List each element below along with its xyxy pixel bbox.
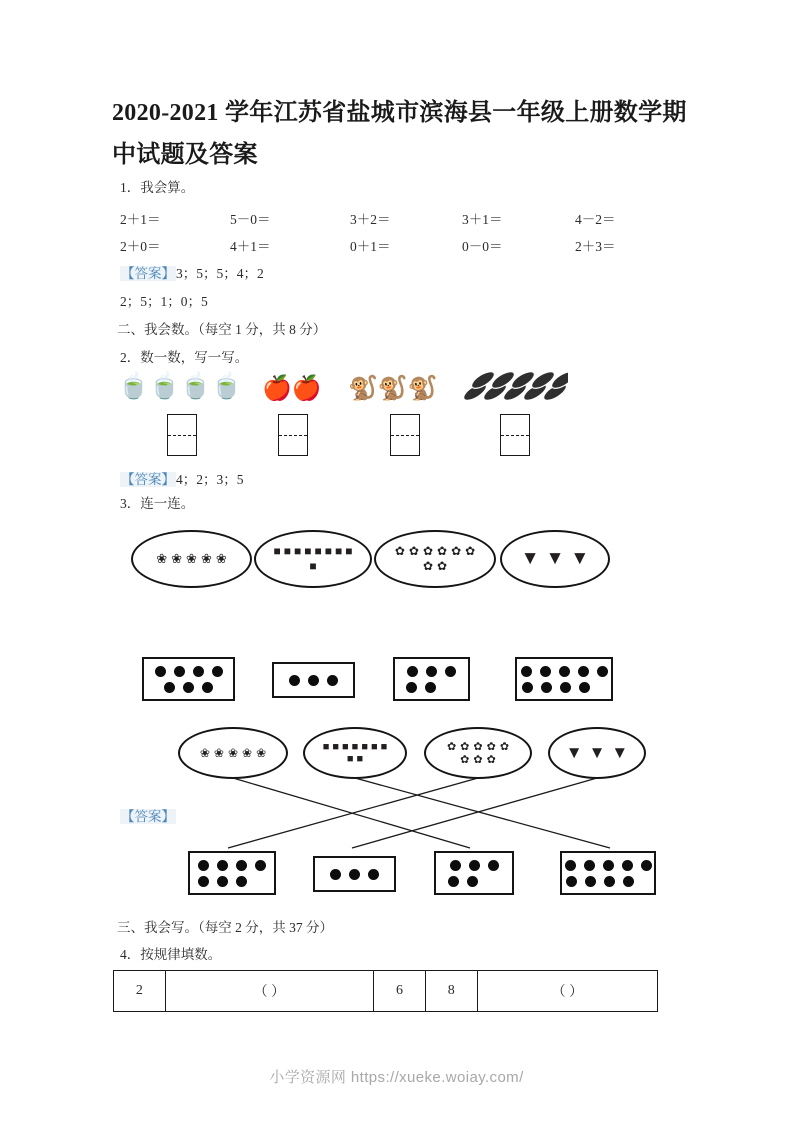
flower-icon: ✿: [460, 754, 470, 766]
boot-icon: ■: [283, 544, 291, 558]
pattern-cell-5[interactable]: （ ）: [551, 985, 584, 1000]
pattern-cell-3: 6: [374, 971, 426, 1011]
card-row: [194, 873, 251, 889]
dot: [349, 869, 360, 880]
butterfly-icon: ❀: [171, 551, 183, 566]
butterfly-icon: ❀: [256, 745, 267, 760]
dot: [469, 860, 480, 871]
answer-box-cups[interactable]: [167, 414, 197, 456]
dot: [467, 876, 478, 887]
dot: [193, 666, 204, 677]
boot-icon: ■: [322, 741, 330, 753]
q4-label: 4．按规律填数。: [120, 947, 222, 962]
dot: [198, 876, 209, 887]
boot-icon: ■: [342, 741, 349, 753]
boot-icon: ■: [314, 544, 322, 558]
match-line-boots-to-9: [355, 778, 610, 848]
card-row: [403, 663, 460, 679]
card-9: [515, 657, 613, 701]
card-row: [444, 873, 482, 889]
carrot-icon: ▼: [588, 743, 606, 762]
monkey-icon: 🐒: [407, 376, 438, 402]
cup-icon: 🍵: [149, 373, 181, 400]
calc-1-3: 3＋2＝: [350, 212, 391, 227]
boot-icon: ■: [361, 741, 368, 753]
answer-card-3: [313, 856, 396, 892]
dot: [217, 860, 228, 871]
pattern-cell-1: 2: [114, 971, 166, 1011]
flower-icon: ✿: [437, 544, 448, 558]
flower-icon: ✿: [446, 741, 457, 753]
card-row: [285, 672, 342, 688]
section3-heading: 三、我会写。（每空 2 分，共 37 分）: [117, 920, 333, 935]
footer-watermark: [0, 1066, 793, 1087]
dot: [308, 675, 319, 686]
butterfly-icon: ❀: [156, 551, 168, 566]
calc-1-2: 5－0＝: [230, 212, 271, 227]
dot: [202, 682, 213, 693]
dot: [448, 876, 459, 887]
dot: [565, 860, 576, 871]
butterfly-icon: ❀: [213, 745, 224, 760]
card-7: [142, 657, 235, 701]
dot: [522, 682, 533, 693]
dot: [597, 666, 608, 677]
dot: [488, 860, 499, 871]
butterfly-icon: ❀: [227, 745, 239, 760]
dot: [560, 682, 571, 693]
butterfly-icon: ❀: [200, 551, 212, 566]
card-row: [326, 866, 383, 882]
boot-icon: ■: [345, 544, 353, 558]
butterfly-icon: ❀: [242, 745, 253, 760]
dot: [559, 666, 570, 677]
card-row: [562, 873, 638, 889]
carrot-icon: ▼: [565, 743, 583, 762]
oval-butterflies: [131, 530, 252, 588]
calc-2-4: 0－0＝: [462, 239, 503, 254]
object-group-apples: [262, 374, 322, 403]
dot: [164, 682, 175, 693]
dot: [212, 666, 223, 677]
calc-1-4: 3＋1＝: [462, 212, 503, 227]
q1-label: 1．我会算。: [120, 180, 195, 195]
dot: [603, 860, 614, 871]
dot: [406, 682, 417, 693]
cup-icon: 🍵: [118, 373, 150, 400]
answer-oval-carrots: [548, 727, 646, 779]
dot: [198, 860, 209, 871]
flower-icon: ✿: [473, 741, 483, 753]
flower-icon: ✿: [486, 754, 496, 766]
boot-icon: ■: [351, 741, 359, 753]
pattern-cell-4: 8: [426, 971, 478, 1011]
footer-url[interactable]: https://xueke.woiay.com/: [350, 1069, 524, 1086]
match-line-flowers-to-7: [228, 778, 478, 848]
q1-row-1: [120, 208, 690, 230]
calc-1-1: 2＋1＝: [120, 212, 161, 227]
oval-flowers: [374, 530, 496, 588]
dot: [584, 860, 595, 871]
flower-icon: ✿: [473, 754, 483, 766]
dot: [623, 876, 634, 887]
answer-card-7: [188, 851, 276, 895]
dot: [183, 682, 194, 693]
calc-2-5: 2＋3＝: [575, 239, 616, 254]
answer-oval-boots: [303, 727, 407, 779]
answer-card-9: [560, 851, 656, 895]
dot: [289, 675, 300, 686]
dot: [622, 860, 633, 871]
q2-answer-row: [120, 468, 244, 488]
dot: [450, 860, 461, 871]
monkey-icon: 🐒: [348, 376, 378, 402]
dot: [425, 682, 436, 693]
dot: [521, 666, 532, 677]
card-row: [517, 663, 612, 679]
dot: [327, 675, 338, 686]
object-group-cups: [118, 372, 243, 401]
answer-oval-flowers: [424, 727, 532, 779]
card-3: [272, 662, 355, 698]
calc-2-3: 0＋1＝: [350, 239, 391, 254]
flower-icon: ✿: [486, 741, 496, 753]
pattern-table: [113, 970, 658, 1012]
dot: [174, 666, 185, 677]
boot-icon: ■: [356, 753, 364, 765]
dot: [585, 876, 596, 887]
dot: [217, 876, 228, 887]
monkey-icon: 🐒: [377, 376, 408, 402]
flower-icon: ✿: [422, 544, 433, 558]
q1-answer-1: 3；5；5；4；2: [176, 266, 264, 281]
answer-tag: 【答案】: [121, 472, 175, 487]
card-row: [151, 663, 227, 679]
card-row: [402, 679, 440, 695]
dot: [155, 666, 166, 677]
dot: [368, 869, 379, 880]
match-line-carrots-to-3: [352, 778, 597, 848]
flower-icon: ✿: [437, 559, 448, 573]
match-line-butterflies-to-5: [233, 778, 470, 848]
card-row: [561, 857, 656, 873]
boot-icon: ■: [346, 753, 354, 765]
section2-heading: 二、我会数。（每空 1 分，共 8 分）: [117, 322, 327, 337]
card-row: [160, 679, 217, 695]
cup-icon: 🍵: [180, 373, 212, 400]
boot-icon: ■: [324, 544, 332, 558]
object-group-pods: [458, 368, 568, 410]
q1-answer-row-1: [120, 262, 264, 282]
answer-box-apples[interactable]: [278, 414, 308, 456]
q3-answer-tag-row: [120, 805, 176, 825]
calc-1-5: 4－2＝: [575, 212, 616, 227]
carrot-icon: ▼: [520, 548, 540, 569]
flower-icon: ✿: [451, 544, 462, 558]
card-row: [194, 857, 270, 873]
answer-box-monkeys[interactable]: [390, 414, 420, 456]
page-title: 2020-2021 学年江苏省盐城市滨海县一年级上册数学期中试题及答案: [112, 100, 687, 168]
flower-icon: ✿: [408, 544, 419, 558]
answer-card-5: [434, 851, 514, 895]
dot: [330, 869, 341, 880]
dot: [541, 682, 552, 693]
dot: [578, 666, 589, 677]
dot: [579, 682, 590, 693]
apple-icon: 🍎: [291, 376, 322, 402]
flower-icon: ✿: [422, 559, 433, 573]
card-5: [393, 657, 470, 701]
boot-icon: ■: [294, 544, 302, 558]
boot-icon: ■: [273, 544, 281, 558]
oval-carrots: [500, 530, 610, 588]
carrot-icon: ▼: [611, 743, 629, 762]
dot: [255, 860, 266, 871]
dot: [540, 666, 551, 677]
boot-icon: ■: [380, 741, 388, 753]
cup-icon: 🍵: [211, 373, 243, 400]
q2-answer: 4；2；3；5: [176, 472, 244, 487]
answer-box-pods[interactable]: [500, 414, 530, 456]
q2-label: 2．数一数，写一写。: [120, 350, 249, 365]
butterfly-icon: ❀: [186, 551, 197, 566]
pattern-cell-2[interactable]: （ ）: [166, 971, 374, 1011]
card-row: [518, 679, 594, 695]
calc-2-2: 4＋1＝: [230, 239, 271, 254]
boot-icon: ■: [370, 741, 378, 753]
dot: [566, 876, 577, 887]
q3-label: 3．连一连。: [120, 496, 195, 511]
oval-boots: [254, 530, 372, 588]
flower-icon: ✿: [465, 544, 476, 558]
boot-icon: ■: [332, 741, 340, 753]
object-group-monkeys: [348, 374, 438, 403]
dot: [236, 860, 247, 871]
flower-icon: ✿: [499, 741, 510, 753]
answer-tag: 【答案】: [121, 809, 175, 824]
dot: [445, 666, 456, 677]
dot: [426, 666, 437, 677]
butterfly-icon: ❀: [199, 745, 210, 760]
carrot-icon: ▼: [545, 548, 565, 569]
flower-icon: ✿: [394, 544, 405, 558]
q1-answer-row-2: 2；5；1；0；5: [120, 294, 208, 309]
butterfly-icon: ❀: [215, 551, 227, 566]
footer-site-name: 小学资源网: [269, 1069, 347, 1086]
answer-tag: 【答案】: [121, 266, 175, 281]
boot-icon: ■: [309, 559, 317, 573]
apple-icon: 🍎: [262, 376, 292, 402]
calc-2-1: 2＋0＝: [120, 239, 161, 254]
dot: [236, 876, 247, 887]
dot: [407, 666, 418, 677]
answer-oval-butterflies: [178, 727, 288, 779]
dot: [641, 860, 652, 871]
card-row: [446, 857, 503, 873]
boot-icon: ■: [304, 544, 312, 558]
carrot-icon: ▼: [570, 548, 590, 569]
boot-icon: ■: [335, 544, 343, 558]
dot: [604, 876, 615, 887]
q1-row-2: [120, 235, 690, 257]
flower-icon: ✿: [460, 741, 470, 753]
